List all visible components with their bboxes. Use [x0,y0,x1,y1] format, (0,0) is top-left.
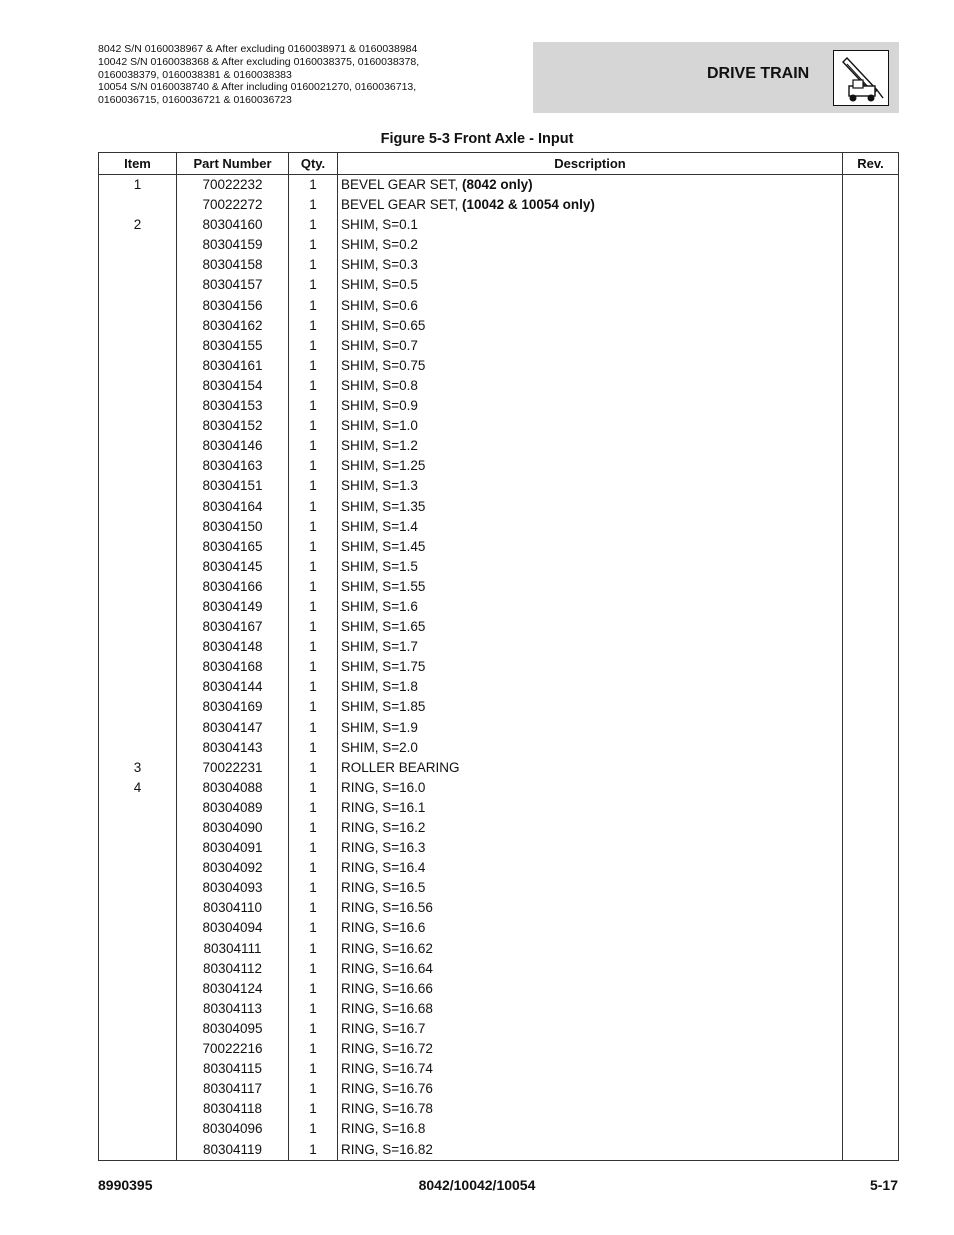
table-row [99,1119,898,1139]
qty-cell: 1 [309,699,317,715]
serial-line: 0160036715, 0160036721 & 0160036723 [98,94,292,107]
description-cell [341,718,841,738]
qty-cell: 1 [309,619,317,635]
table-row [99,255,898,275]
description-cell [341,577,841,597]
description-cell [341,175,841,195]
table-row [99,1140,898,1160]
description-text: RING, S=16.1 [341,799,426,815]
qty-cell: 1 [309,719,317,735]
doc-number: 8990395 [98,1177,153,1193]
part-number-cell: 80304088 [202,779,263,795]
serial-line: 0160038379, 0160038381 & 0160038383 [98,68,292,81]
qty-cell: 1 [309,920,317,936]
description-cell [341,275,841,295]
qty-cell: 1 [309,177,317,192]
description-text: RING, S=16.0 [341,779,426,795]
qty-cell: 1 [309,1020,317,1036]
table-row [99,999,898,1019]
description-text: SHIM, S=0.75 [341,357,426,373]
table-row [99,858,898,878]
description-cell [341,356,841,376]
part-number-cell: 80304165 [202,538,263,554]
qty-cell: 1 [309,1101,317,1117]
table-row [99,979,898,999]
part-number-cell: 80304158 [202,257,263,273]
description-cell [341,456,841,476]
qty-cell: 1 [309,438,317,454]
qty-cell: 1 [309,538,317,554]
description-text: SHIM, S=1.85 [341,699,426,715]
part-number-cell: 80304163 [202,458,263,474]
part-number-cell: 80304089 [202,799,263,815]
part-number-cell: 80304168 [202,659,263,675]
description-note: (8042 only) [462,177,533,192]
table-row [99,1099,898,1119]
description-text: ROLLER BEARING [341,759,460,775]
qty-cell: 1 [309,357,317,373]
table-row [99,215,898,235]
description-text: SHIM, S=0.6 [341,297,418,313]
table-row [99,1079,898,1099]
table-row [99,758,898,778]
qty-cell: 1 [309,458,317,474]
table-row [99,416,898,436]
description-cell [341,476,841,496]
description-cell [341,296,841,316]
description-text: BEVEL GEAR SET, [341,197,463,213]
description-text: RING, S=16.64 [341,960,433,976]
description-cell [341,215,841,235]
column-header-rev: Rev. [857,156,884,171]
description-cell [341,677,841,697]
description-text: SHIM, S=1.3 [341,478,418,494]
column-header-qty: Qty. [300,156,326,171]
table-row [99,697,898,717]
part-number-cell: 80304124 [202,980,263,996]
description-text: RING, S=16.78 [341,1101,433,1117]
description-text: SHIM, S=1.8 [341,679,418,695]
part-number-cell: 80304092 [202,860,263,876]
description-note: (10042 & 10054 only) [462,197,595,213]
description-text: SHIM, S=0.1 [341,217,418,233]
part-number-cell: 80304113 [202,1000,263,1016]
part-number-cell: 70022272 [202,197,263,213]
qty-cell: 1 [309,478,317,494]
table-row [99,376,898,396]
qty-cell: 1 [309,980,317,996]
qty-cell: 1 [309,518,317,534]
description-cell [341,235,841,255]
table-row [99,617,898,637]
table-row [99,275,898,295]
description-text: SHIM, S=1.65 [341,619,426,635]
page-number: 5-17 [869,1177,898,1193]
part-number-cell: 80304161 [202,357,263,373]
description-text: RING, S=16.2 [341,820,426,835]
description-cell [341,798,841,818]
qty-cell: 1 [309,578,317,594]
description-cell [341,1099,841,1119]
part-number-cell: 80304169 [202,699,263,715]
part-number-cell: 80304164 [202,498,263,514]
part-number-cell: 80304162 [202,317,263,333]
table-row [99,738,898,758]
description-text: SHIM, S=0.65 [341,317,426,333]
table-row [99,878,898,898]
description-cell [341,557,841,577]
table-row [99,898,898,918]
description-text: RING, S=16.68 [341,1000,433,1016]
description-cell [341,195,841,215]
description-text: SHIM, S=1.2 [341,438,418,454]
description-text: RING, S=16.4 [341,860,426,876]
part-number-cell: 80304119 [202,1141,263,1157]
qty-cell: 1 [309,1081,317,1097]
description-cell [341,597,841,617]
qty-cell: 1 [309,799,317,815]
part-number-cell: 80304154 [202,377,263,393]
table-body [99,175,898,1160]
table-row [99,195,898,215]
table-row [99,296,898,316]
qty-cell: 1 [309,377,317,393]
part-number-cell: 80304144 [202,679,263,695]
description-cell [341,537,841,557]
qty-cell: 1 [309,639,317,655]
description-text: RING, S=16.74 [341,1061,433,1077]
description-text: SHIM, S=1.7 [341,639,418,655]
description-text: RING, S=16.72 [341,1041,433,1057]
telehandler-machine-icon [833,50,889,106]
section-title: DRIVE TRAIN [707,65,810,82]
qty-cell: 1 [309,739,317,755]
qty-cell: 1 [309,297,317,313]
part-number-cell: 80304117 [202,1081,263,1097]
table-row [99,537,898,557]
qty-cell: 1 [309,840,317,856]
description-cell [341,1019,841,1039]
qty-cell: 1 [309,759,317,775]
qty-cell: 1 [309,217,317,233]
part-number-cell: 80304151 [202,478,263,494]
part-number-cell: 80304167 [202,619,263,635]
table-row [99,677,898,697]
qty-cell: 1 [309,317,317,333]
part-number-cell: 80304115 [202,1061,263,1077]
description-cell [341,818,841,838]
description-cell [341,416,841,436]
qty-cell: 1 [309,398,317,414]
description-text: BEVEL GEAR SET, [341,177,463,192]
part-number-cell: 80304110 [202,900,263,916]
part-number-cell: 80304091 [202,840,263,856]
table-row [99,456,898,476]
description-text: SHIM, S=0.7 [341,337,418,353]
description-text: RING, S=16.8 [341,1121,426,1137]
description-cell [341,1059,841,1079]
qty-cell: 1 [309,1041,317,1057]
description-text: SHIM, S=1.55 [341,578,426,594]
description-cell [341,1039,841,1059]
part-number-cell: 80304149 [202,598,263,614]
description-cell [341,497,841,517]
description-text: SHIM, S=1.0 [341,418,418,434]
description-cell [341,838,841,858]
description-text: SHIM, S=1.6 [341,598,418,614]
description-text: RING, S=16.56 [341,900,433,916]
part-number-cell: 70022216 [202,1041,263,1057]
table-row [99,476,898,496]
description-text: SHIM, S=0.3 [341,257,418,273]
part-number-cell: 80304166 [202,578,263,594]
description-cell [341,255,841,275]
part-number-cell: 80304152 [202,418,263,434]
qty-cell: 1 [309,1141,317,1157]
table-row [99,718,898,738]
serial-line: 10054 S/N 0160038740 & After including 0160021270, 0160036713, [98,81,417,94]
description-cell [341,637,841,657]
table-row [99,838,898,858]
description-cell [341,758,841,778]
item-cell: 1 [133,177,142,192]
item-cell: 2 [133,217,142,233]
description-text: RING, S=16.76 [341,1081,433,1097]
part-number-cell: 80304147 [202,719,263,735]
table-row [99,235,898,255]
description-text: SHIM, S=0.9 [341,398,418,414]
qty-cell: 1 [309,257,317,273]
item-cell: 3 [133,759,142,775]
table-row [99,1039,898,1059]
description-cell [341,878,841,898]
part-number-cell: 80304090 [202,820,263,835]
description-cell [341,918,841,938]
description-cell [341,1119,841,1139]
table-row [99,436,898,456]
figure-title: Figure 5-3 Front Axle - Input [380,131,574,147]
qty-cell: 1 [309,237,317,253]
qty-cell: 1 [309,779,317,795]
parts-table [98,152,899,1161]
qty-cell: 1 [309,1000,317,1016]
qty-cell: 1 [309,498,317,514]
description-cell [341,316,841,336]
table-row [99,517,898,537]
description-text: SHIM, S=2.0 [341,739,418,755]
description-text: RING, S=16.66 [341,980,433,996]
description-text: RING, S=16.6 [341,920,426,936]
description-cell [341,778,841,798]
qty-cell: 1 [309,940,317,956]
part-number-cell: 80304093 [202,880,263,896]
table-row [99,336,898,356]
description-text: SHIM, S=1.4 [341,518,418,534]
description-cell [341,858,841,878]
qty-cell: 1 [309,679,317,695]
column-header-part-number: Part Number [193,156,272,171]
qty-cell: 1 [309,900,317,916]
table-row [99,939,898,959]
qty-cell: 1 [309,598,317,614]
table-row [99,818,898,838]
table-row [99,557,898,577]
part-number-cell: 70022231 [202,759,263,775]
description-cell [341,999,841,1019]
table-row [99,657,898,677]
description-text: RING, S=16.7 [341,1020,426,1036]
description-text: SHIM, S=1.5 [341,558,418,574]
part-number-cell: 80304095 [202,1020,263,1036]
qty-cell: 1 [309,860,317,876]
table-row [99,637,898,657]
qty-cell: 1 [309,277,317,293]
description-text: RING, S=16.82 [341,1141,433,1157]
table-row [99,959,898,979]
qty-cell: 1 [309,960,317,976]
description-cell [341,336,841,356]
serial-number-block [98,43,518,107]
model-numbers: 8042/10042/10054 [418,1177,536,1193]
description-cell [341,657,841,677]
table-row [99,597,898,617]
description-text: RING, S=16.62 [341,940,433,956]
part-number-cell: 80304112 [202,960,263,976]
part-number-cell: 80304150 [202,518,263,534]
description-cell [341,697,841,717]
description-cell [341,979,841,999]
description-text: SHIM, S=0.5 [341,277,418,293]
part-number-cell: 80304157 [202,277,263,293]
table-row [99,1019,898,1039]
table-row [99,918,898,938]
description-text: SHIM, S=1.45 [341,538,426,554]
description-cell [341,738,841,758]
part-number-cell: 80304094 [202,920,263,936]
part-number-cell: 80304148 [202,639,263,655]
description-text: RING, S=16.3 [341,840,426,856]
part-number-cell: 80304146 [202,438,263,454]
description-cell [341,898,841,918]
description-cell [341,376,841,396]
column-header-description: Description [554,156,626,171]
table-row [99,798,898,818]
part-number-cell: 80304156 [202,297,263,313]
description-cell [341,959,841,979]
qty-cell: 1 [309,418,317,434]
description-cell [341,939,841,959]
description-cell [341,396,841,416]
description-cell [341,517,841,537]
table-row [99,778,898,798]
part-number-cell: 80304145 [202,558,263,574]
description-text: RING, S=16.5 [341,880,426,896]
table-row [99,316,898,336]
serial-line: 10042 S/N 0160038368 & After excluding 0160038375, 0160038378, [98,55,420,68]
part-number-cell: 80304159 [202,237,263,253]
description-text: SHIM, S=1.25 [341,458,426,474]
part-number-cell: 80304155 [202,337,263,353]
part-number-cell: 80304118 [202,1101,263,1117]
table-row [99,1059,898,1079]
description-text: SHIM, S=1.75 [341,659,426,675]
description-text: SHIM, S=1.9 [341,719,418,735]
part-number-cell: 80304111 [203,940,262,956]
qty-cell: 1 [309,558,317,574]
qty-cell: 1 [309,659,317,675]
part-number-cell: 70022232 [202,177,263,192]
description-text: SHIM, S=1.35 [341,498,426,514]
part-number-cell: 80304096 [202,1121,263,1137]
item-cell: 4 [133,779,142,795]
part-number-cell: 80304143 [202,739,263,755]
description-cell [341,1079,841,1099]
section-header [533,42,899,113]
table-row [99,396,898,416]
description-cell [341,1140,841,1160]
serial-line: 8042 S/N 0160038967 & After excluding 0160038971 & 0160038984 [98,43,418,55]
description-text: SHIM, S=0.8 [341,377,418,393]
qty-cell: 1 [309,197,317,213]
description-text: SHIM, S=0.2 [341,237,418,253]
part-number-cell: 80304160 [202,217,263,233]
qty-cell: 1 [309,337,317,353]
table-row [99,356,898,376]
description-cell [341,436,841,456]
part-number-cell: 80304153 [202,398,263,414]
qty-cell: 1 [309,880,317,896]
table-row [99,577,898,597]
qty-cell: 1 [309,1061,317,1077]
table-row [99,497,898,517]
column-header-item: Item [124,156,151,171]
qty-cell: 1 [309,820,317,835]
qty-cell: 1 [309,1121,317,1137]
description-cell [341,617,841,637]
table-row [99,175,898,195]
